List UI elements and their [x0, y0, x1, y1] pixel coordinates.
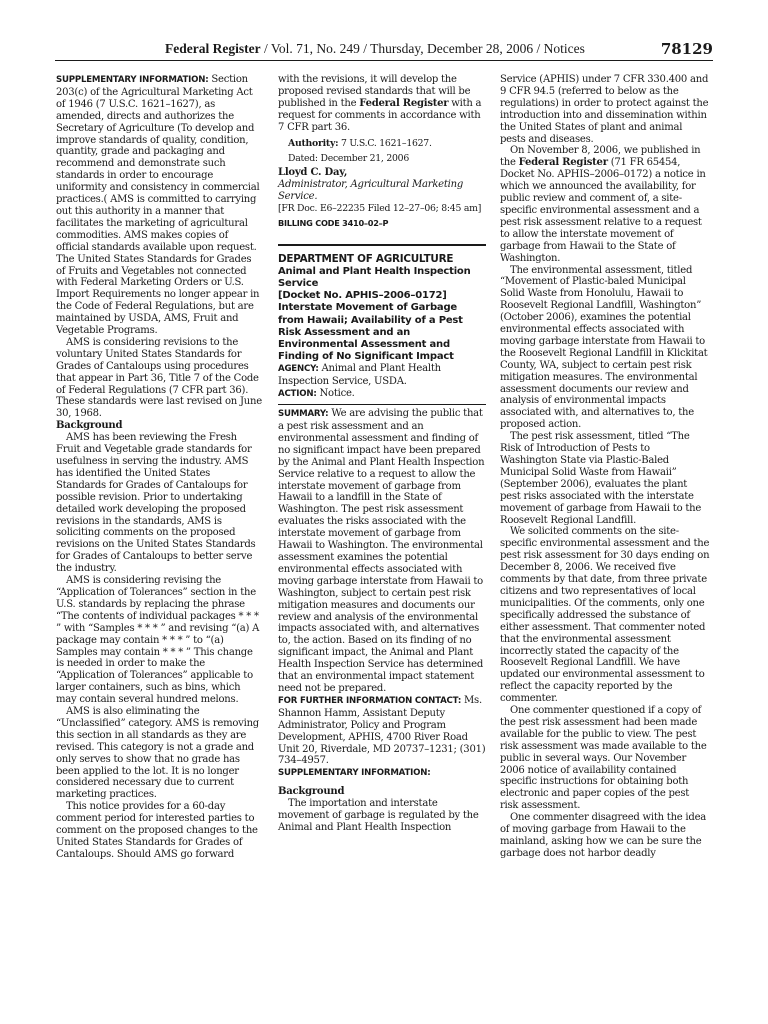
summary-paragraph — [278, 408, 486, 695]
background-paragraph-2: AMS is considering revising the “Application of Tolerances” section in the U.S. standards by replacing the phrase “The contents of individual packages * * * ” with “Samples * * * ” and revising “(a) A package may contain * * * ” to “(a) Samples may contain * * * ” This change is needed in order to make the “Application of Tolerances” applicable to larger containers, such as bins, which may contain several hundred melons. — [56, 575, 260, 706]
environmental-assessment-paragraph: The environmental assessment, titled “Movement of Plastic-baled Municipal Solid Waste from Honolulu, Hawaii to Roosevelt Regional Landfill, Washington” (October 2006), examines the potential environmental effects associated with moving garbage interstate from Hawaii to the Roosevelt Regional Landfill in Klickitat County, WA, subject to certain pest risk mitigation measures. The environmental assessment documents our review and analysis of environmental impacts associated with, and alternatives to, the proposed action. — [500, 264, 708, 431]
column-1 — [56, 74, 262, 861]
authority-line — [278, 138, 486, 150]
agency-line — [278, 363, 486, 388]
page-header — [55, 40, 713, 61]
copy-question-paragraph: One commenter questioned if a copy of the pest risk assessment had been made available for the public to view. The pest risk assessment was made available to the public in several ways. Our November 2006 notice of availability contained specific instructions for obtaining both electronic and paper copies of the pest risk assessment. — [500, 705, 707, 812]
supplementary-info-paragraph — [56, 74, 262, 337]
column-2 — [278, 74, 486, 834]
department-heading: DEPARTMENT OF AGRICULTURE — [278, 252, 454, 265]
continued-text-pre: with the revisions, it will develop the proposed revised standards that will be published in the — [278, 74, 471, 109]
background-paragraph-1: AMS has been reviewing the Fresh Fruit and Vegetable grade standards for usefulness in serving the industry. AMS has identified the United States Standards for Grades of Cantaloups for possible revision. Prior to undertaking detailed work developing the proposed revisions in the standards, AMS is soliciting comments on the proposed revisions on the United States Standards for Grades of Cantaloups to better serve the industry. — [56, 432, 256, 575]
contact-text: Ms. Shannon Hamm, Assistant Deputy Administrator, Policy and Program Development, APHIS, 4700 River Road Unit 20, Riverdale, MD 20737–1231; (301) 734–4957. — [278, 694, 486, 767]
background-heading: Background — [56, 420, 123, 432]
docket-number: [Docket No. APHIS–2006–0172] — [278, 290, 447, 302]
volume-info: Vol. 71, No. 249 — [270, 41, 360, 56]
action-text: Notice. — [319, 388, 355, 400]
agency-heading: Animal and Plant Health Inspection Service — [278, 265, 471, 289]
fr-doc-line: [FR Doc. E6–22235 Filed 12–27–06; 8:45 am] — [278, 203, 482, 215]
comments-paragraph: We solicited comments on the site-specific environmental assessment and the pest risk assessment for 30 days ending on December 8, 2006. We received five comments by that date, from three private citizens and two representatives of local municipalities. Of the comments, only one specifically addressed the substance of either assessment. That commenter noted that the environmental assessment incorrectly stated the capacity of the Roosevelt Regional Landfill. We have updated our environmental assessment to reflect the capacity reported by the commenter. — [500, 526, 710, 705]
page-number: 78129 — [660, 40, 713, 58]
background-paragraph-aphis: The importation and interstate movement of garbage is regulated by the Animal and Plant Health Inspection — [278, 798, 479, 833]
background-paragraph-4: This notice provides for a 60-day comment period for interested parties to comment on the proposed changes to the United States Standards for Grades of Cantaloups. Should AMS go forward — [56, 801, 258, 860]
pest-risk-paragraph: The pest risk assessment, titled “The Risk of Introduction of Pests to Washington State via Plastic-Baled Municipal Solid Waste from Hawaii” (September 2006), evaluates the plant pest risks associated with the interstate movement of garbage from Hawaii to the Roosevelt Regional Landfill. — [500, 431, 702, 526]
column-3 — [500, 74, 710, 860]
continued-paragraph — [278, 74, 486, 134]
federal-register-ref: Federal Register — [359, 97, 449, 109]
supplementary-info-label: SUPPLEMENTARY INFORMATION: — [56, 75, 209, 85]
issue-date: Thursday, December 28, 2006 — [370, 41, 534, 56]
background-heading-2: Background — [278, 786, 345, 798]
federal-register-ref-2: Federal Register — [518, 157, 608, 169]
publication-paragraph — [500, 145, 710, 264]
revision-paragraph: AMS is considering revisions to the voluntary United States Standards for Grades of Cantaloups using procedures that appear in Part 36, Title 7 of the Code of Federal Regulations (7 CFR part 36). These standards were last revised on June 30, 1968. — [56, 336, 262, 420]
agency-text: Animal and Plant Health Inspection Service, USDA. — [278, 363, 441, 388]
publication-text-post: (71 FR 65454, Docket No. APHIS–2006–0172) a notice in which we announced the availability, for public review and comment of, a site-specific environmental assessment and a pest risk assessment relative to a request to allow the interstate movement of garbage from Hawaii to the State of Washington. — [500, 157, 706, 264]
continued-text-post: with a request for comments in accordance with 7 CFR part 36. — [278, 97, 482, 133]
section-divider — [278, 244, 486, 246]
header-citation: Federal Register / Vol. 71, No. 249 / Thursday, December 28, 2006 / Notices — [165, 41, 585, 56]
summary-label: SUMMARY: — [278, 409, 329, 420]
disagreement-paragraph: One commenter disagreed with the idea of moving garbage from Hawaii to the mainland, asking how we can be sure the garbage does not harbor deadly — [500, 812, 707, 859]
journal-name: Federal Register — [165, 41, 261, 56]
regulation-paragraph: Service (APHIS) under 7 CFR 330.400 and 9 CFR 94.5 (referred to below as the regulations) in order to protect against the introduction into and dissemination within the United States of plant and animal pests and diseases. — [500, 74, 709, 145]
billing-code: BILLING CODE 3410–02–P — [278, 217, 389, 228]
notice-title: Interstate Movement of Garbage from Hawaii; Availability of a Pest Risk Assessment and an Environmental Assessment and Finding of No Significant Impact — [278, 302, 463, 363]
section-name: Notices — [543, 41, 585, 56]
background-paragraph-3: AMS is also eliminating the “Unclassified” category. AMS is removing this section in all standards as they are revised. This category is not a grade and only serves to show that no grade has been applied to the lot. It is no longer considered necessary due to current marketing practices. — [56, 706, 259, 801]
action-label: ACTION: — [278, 389, 317, 400]
supplementary-info-line — [278, 767, 486, 780]
authority-text: 7 U.S.C. 1621–1627. — [341, 137, 432, 149]
publication-text-pre: On November 8, 2006, we published in the — [500, 145, 701, 169]
dated-line: Dated: December 21, 2006 — [288, 153, 410, 165]
contact-label: FOR FURTHER INFORMATION CONTACT: — [278, 695, 462, 706]
contact-paragraph — [278, 695, 486, 767]
signer-title: Administrator, Agricultural Marketing Service. — [278, 179, 464, 203]
supplementary-info-label-2: SUPPLEMENTARY INFORMATION: — [278, 768, 431, 779]
supplementary-info-text: Section 203(c) of the Agricultural Marketing Act of 1946 (7 U.S.C. 1621–1627), as amended, directs and authorizes the Secretary of Agriculture (To develop and improve standards of quality, condition, quantity, grade and packaging and recommend and demonstrate such standards in order to encourage uniformity and consistency in commercial practices.( AMS is committed to carrying out this authority in a manner that facilitates the marketing of agricultural commodities. AMS makes copies of official standards available upon request. The United States Standards for Grades of Fruits and Vegetables not connected with Federal Marketing Orders or U.S. Import Requirements no longer appear in the Code of Federal Regulations, but are maintained by USDA, AMS, Fruit and Vegetable Programs. — [56, 74, 260, 337]
summary-divider — [278, 404, 486, 405]
summary-text: We are advising the public that a pest risk assessment and an environmental assessment and finding of no significant impact have been prepared by the Animal and Plant Health Inspection Service relative to a request to allow the interstate movement of garbage from Hawaii to a landfill in the State of Washington. The pest risk assessment evaluates the risks associated with the interstate movement of garbage from Hawaii to Washington. The environmental assessment examines the potential environmental effects associated with moving garbage interstate from Hawaii to Washington, subject to certain pest risk mitigation measures and documents our review and analysis of the environmental impacts associated with, and alternatives to, the action. Based on its finding of no significant impact, the Animal and Plant Health Inspection Service has determined that an environmental impact statement need not be prepared. — [278, 408, 485, 694]
agency-label: AGENCY: — [278, 364, 319, 375]
action-line — [278, 388, 486, 401]
signer-name: Lloyd C. Day, — [278, 167, 348, 179]
authority-label: Authority: — [288, 137, 339, 149]
